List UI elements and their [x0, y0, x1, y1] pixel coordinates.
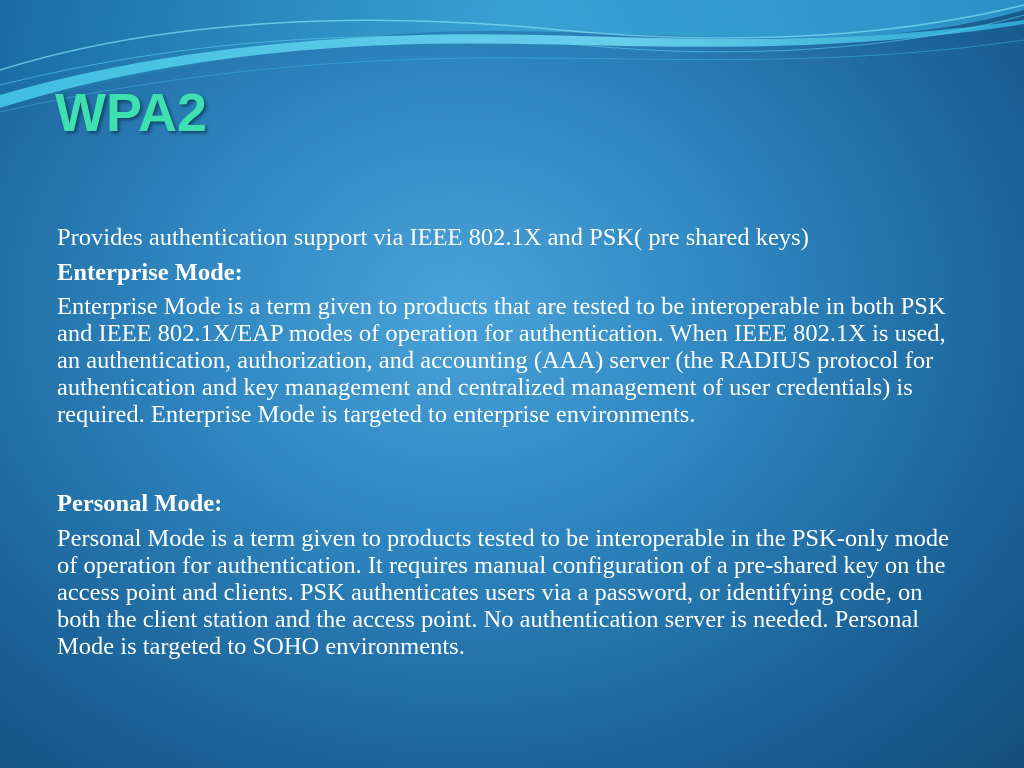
personal-mode-paragraph: Personal Mode is a term given to products tested to be interoperable in the PSK-only mode of operation for authentication. It requires manual configuration of a pre-shared key on the access point and clients. PSK authenticates users via a password, or identifying code, on both the client station and the access point. No authentication server is needed. Personal Mode is targeted to SOHO environments. — [57, 525, 950, 660]
personal-mode-heading: Personal Mode: — [57, 490, 223, 517]
enterprise-mode-paragraph: Enterprise Mode is a term given to products that are tested to be interoperable in both PSK and IEEE 802.1X/EAP modes of operation for authentication. When IEEE 802.1X is used, an authentication, authorization, and accounting (AAA) server (the RADIUS protocol for authentication and key management and centralized management of user credentials) is required. Enterprise Mode is targeted to enterprise environments. — [57, 293, 946, 428]
enterprise-mode-heading: Enterprise Mode: — [57, 259, 243, 286]
intro-paragraph: Provides authentication support via IEEE 802.1X and PSK( pre shared keys) — [57, 224, 809, 251]
slide-title: WPA2 — [55, 83, 208, 143]
